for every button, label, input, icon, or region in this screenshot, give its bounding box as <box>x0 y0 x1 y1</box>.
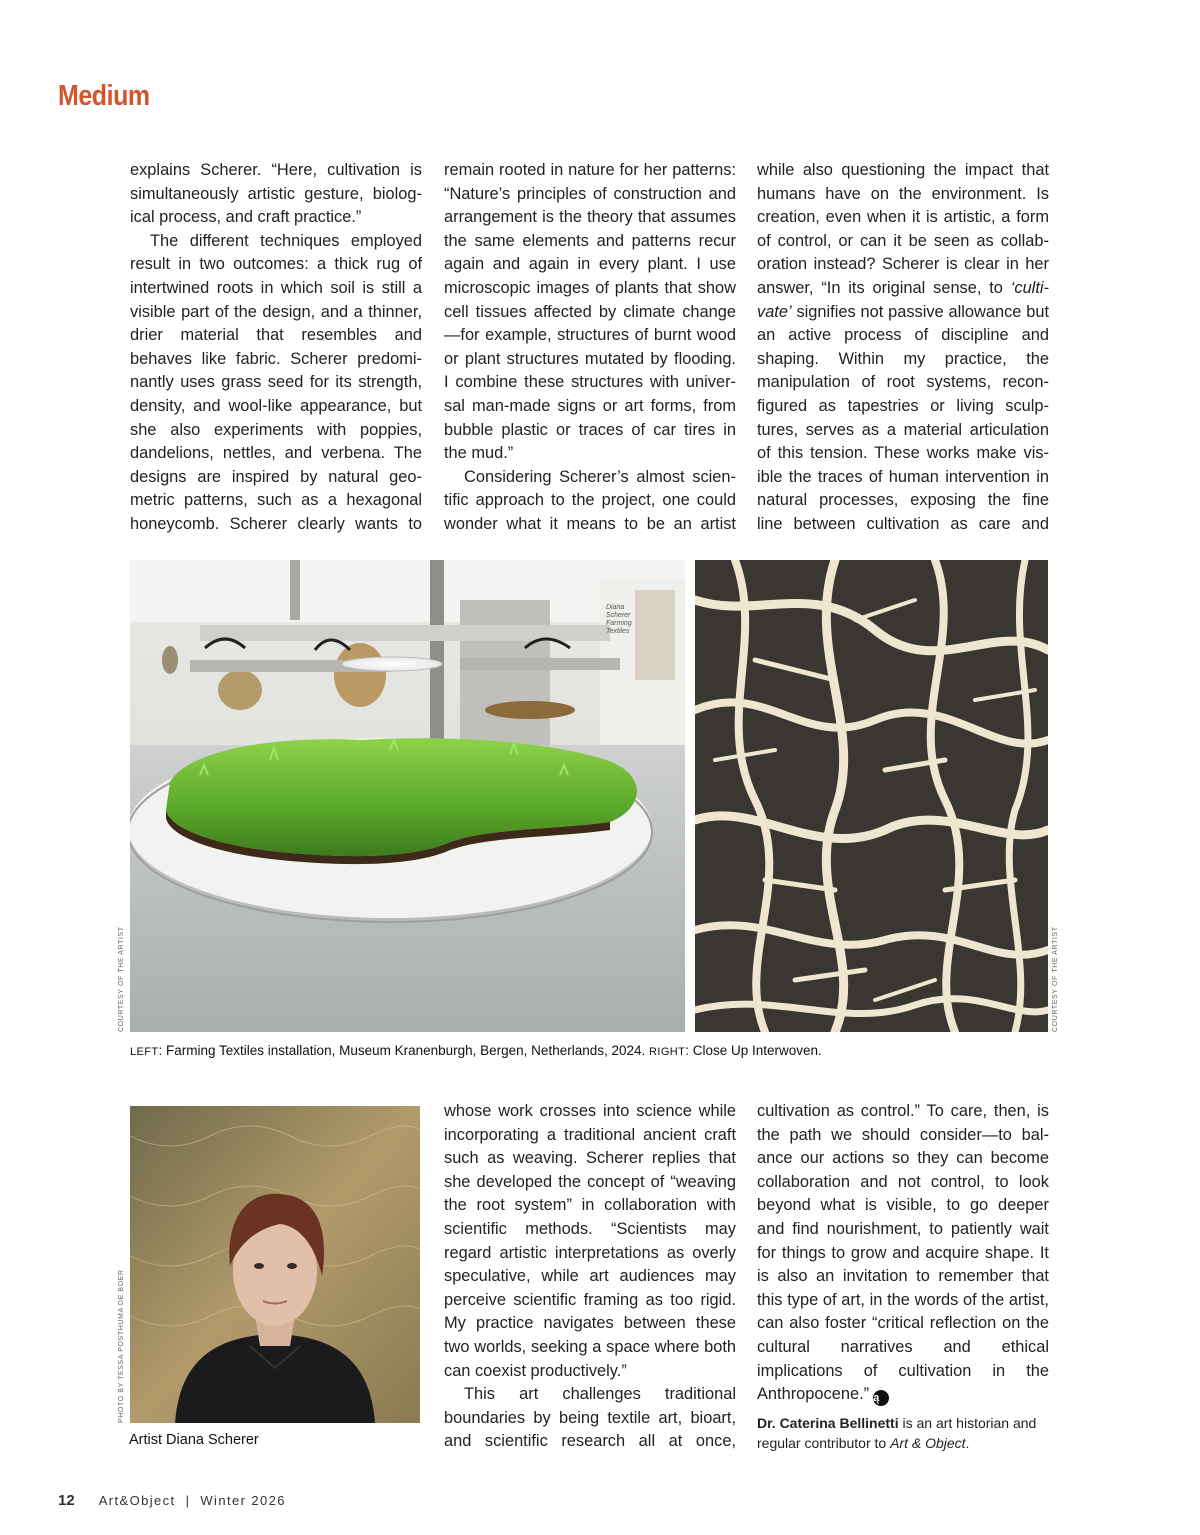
root-web-illustration <box>695 560 1048 1032</box>
page-footer <box>58 1492 286 1509</box>
article-column-4 <box>444 1100 736 1454</box>
paragraph <box>757 159 1049 537</box>
sign-line: Scherer <box>606 612 631 619</box>
author-bio <box>757 1413 1049 1453</box>
article-column-5 <box>757 1100 1049 1453</box>
paragraph: This art challenges traditional boundaries by being textile art, bioart, and scientific research all at once, <box>444 1385 736 1451</box>
issue-label: Winter 2026 <box>200 1493 286 1508</box>
text-run: while also questioning the impact that humans have on the environment. Is creation, even when it is artistic, a form of control, or can it be seen as collaboration instead? Scherer is clear in her answer, “In its original sense, to <box>757 161 1049 297</box>
caption-right-text: : Close Up Interwoven. <box>685 1043 822 1058</box>
paragraph <box>757 1100 1049 1407</box>
page-number: 12 <box>58 1492 75 1509</box>
text-run: . <box>965 1434 970 1451</box>
article-column-3 <box>757 159 1049 537</box>
paragraph: explains Scherer. “Here, cultivation is simultaneously artistic gesture, biological process, and craft practice.” <box>130 161 422 227</box>
root-closeup-photo <box>695 560 1048 1032</box>
footer-separator: | <box>185 1493 191 1508</box>
installation-illustration <box>130 560 685 1032</box>
sign-line: Diana <box>606 604 625 611</box>
text-run: signifies not passive allowance but an active process of discipline and shaping. Within my practice, the manipulation of root systems, reconfigured as tapestries or living sculptures, serves as a material articulation of this tension. These works make visible the traces of human intervention in natural processes, exposing the fine line between cultivation as care and <box>757 302 1049 533</box>
paragraph: whose work crosses into science while incorporating a traditional ancient craft such as weaving. Scherer replies that she developed the concept of “weaving the root system” in collaboration with scientific methods. “Scientists may regard artistic interpretations as overly speculative, while art audiences may perceive scientific framing as too rigid. My practice navigates between these two worlds, seeking a space where both can coexist productively.” <box>444 1102 736 1380</box>
artist-portrait-photo <box>130 1106 420 1423</box>
text-run: is an art historian and regular contributor to <box>757 1414 1037 1451</box>
article-column-1 <box>130 159 422 537</box>
sign-line: Farming <box>606 620 632 627</box>
exhibition-sign <box>606 604 654 636</box>
caption-left-text: : Farming Textiles installation, Museum Kranenburgh, Bergen, Netherlands, 2024. <box>158 1043 650 1058</box>
publication-title: Art&Object <box>98 1493 176 1508</box>
section-title: Medium <box>58 80 150 112</box>
photo-credit-right: COURTESY OF THE ARTIST <box>1052 926 1059 1032</box>
paragraph: The different techniques employed result in two outcomes: a thick rug of intertwined roots in which soil is still a visible part of the design, and a thinner, drier material that resembles and behaves like fabric. Scherer predominantly uses grass seed for its strength, density, and wool-like appearance, but she also experiments with poppies, dandelions, nettles, and verbena. The designs are inspired by natural geometric patterns, such as a hexagonal honeycomb. Scherer clearly wants to <box>130 231 422 533</box>
emphasis-text: ‘cultivate’ <box>757 278 1049 321</box>
portrait-illustration <box>130 1106 420 1423</box>
end-mark-icon: ą <box>873 1390 889 1406</box>
paragraph: remain rooted in nature for her patterns: “Nature’s principles of construction and arrangement is the theory that assumes the same elements and patterns recur again and again in every plant. I use microscopic images of plants that show cell tissues affected by climate change—for example, structures of burnt wood or plant structures mutated by flooding. I combine these structures with universal man-made signs or art forms, from bubble plastic or traces of car tires in the mud.” <box>444 161 736 463</box>
photo-credit-left: COURTESY OF THE ARTIST <box>118 926 125 1032</box>
caption-left-label: LEFT <box>130 1046 159 1058</box>
installation-photo <box>130 560 685 1032</box>
publication-name: Art & Object <box>890 1434 966 1451</box>
paragraph: Considering Scherer’s almost scientific approach to the project, one could wonder what it means to be an artist <box>444 467 736 533</box>
portrait-caption: Artist Diana Scherer <box>129 1432 259 1448</box>
author-name: Dr. Caterina Bellinetti <box>757 1414 899 1431</box>
portrait-photo-credit: PHOTO BY TESSA POSTHUMA DE BOER <box>118 1269 125 1423</box>
article-column-2 <box>444 159 736 537</box>
sign-line: Textiles <box>606 628 630 635</box>
text-run: cultivation as control.” To care, then, is the path we should consider—to balance our actions so they can become collaboration and not control, to look beyond what is visible, to go deeper and find nourishment, to patiently wait for things to grow and acquire shape. It is also an invitation to remember that this type of art, in the words of the artist, can also foster “critical reflection on the cultural narratives and ethical implications of cultivation in the Anthropocene.” <box>757 1102 1049 1404</box>
caption-right-label: RIGHT <box>649 1046 686 1058</box>
figure-caption <box>130 1043 1050 1058</box>
